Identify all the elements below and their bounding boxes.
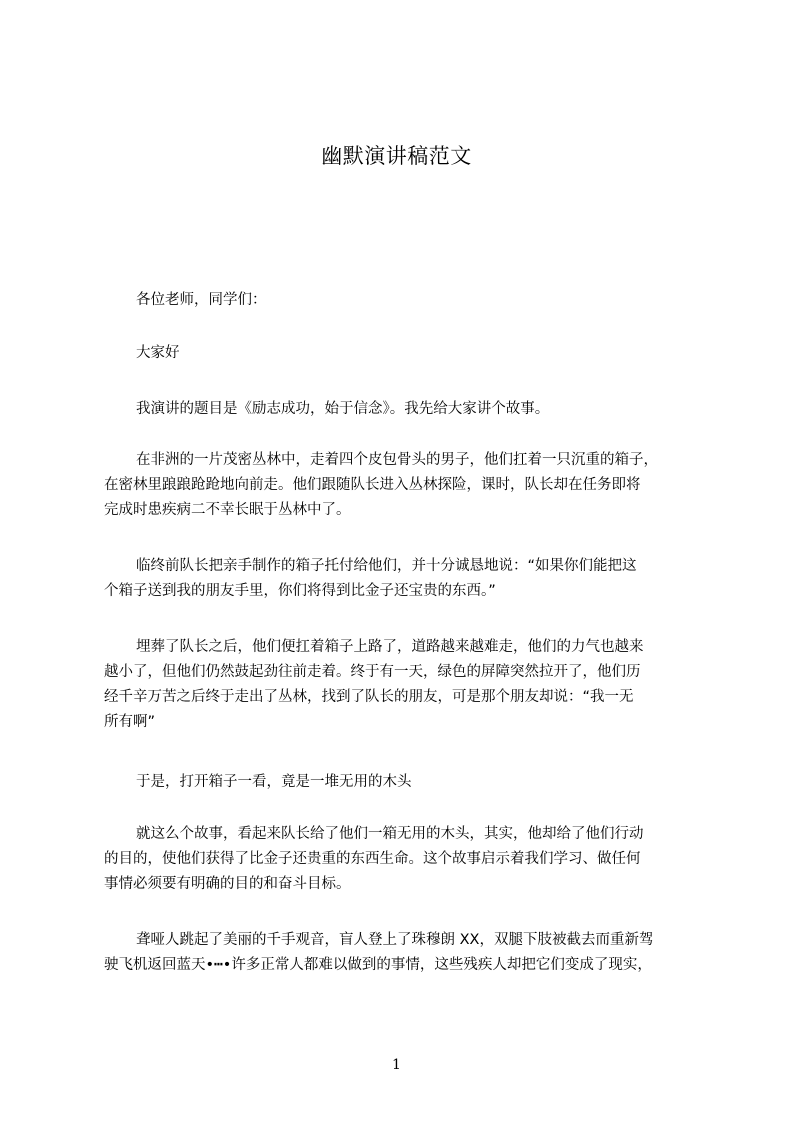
paragraph-line: 在非洲的一片茂密丛林中，走着四个皮包骨头的男子，他们扛着一只沉重的箱子， bbox=[136, 452, 658, 468]
paragraph-line: 越小了，但他们仍然鼓起劲往前走着。终于有一天，绿色的屏障突然拉开了，他们历 bbox=[104, 664, 641, 680]
paragraph-examples bbox=[104, 928, 704, 978]
paragraph-line: 所有啊” bbox=[104, 714, 156, 730]
paragraph-line: 完成时患疾病二不幸长眠于丛林中了。 bbox=[104, 502, 351, 518]
paragraph-line: 的目的，使他们获得了比金子还贵重的东西生命。这个故事启示着我们学习、做任何 bbox=[104, 851, 641, 867]
paragraph-topic bbox=[104, 397, 704, 422]
paragraph-line: 在密林里踉踉跄跄地向前走。他们跟随队长进入丛林探险，课时，队长却在任务即将 bbox=[104, 477, 641, 493]
paragraph-line: 我演讲的题目是《励志成功，始于信念》。我先给大家讲个故事。 bbox=[136, 401, 550, 417]
paragraph-line: 经千辛万苦之后终于走出了丛林，找到了队长的朋友，可是那个朋友却说：“我一无 bbox=[104, 689, 634, 705]
paragraph-story-1 bbox=[104, 448, 704, 523]
paragraph-story-4 bbox=[104, 770, 704, 795]
paragraph-greeting bbox=[104, 288, 704, 313]
paragraph-story-2 bbox=[104, 554, 704, 604]
paragraph-line: 埋葬了队长之后，他们便扛着箱子上路了，道路越来越难走，他们的力气也越来 bbox=[136, 639, 644, 655]
paragraph-line: 个箱子送到我的朋友手里，你们将得到比金子还宝贵的东西。” bbox=[104, 583, 496, 599]
paragraph-line: 各位老师，同学们： bbox=[136, 292, 267, 308]
paragraph-line: 事情必须要有明确的目的和奋斗目标。 bbox=[104, 876, 351, 892]
paragraph-line: 聋哑人跳起了美丽的千手观音，盲人登上了珠穆朗 XX，双腿下肢被截去而重新驾 bbox=[136, 932, 654, 948]
paragraph-line: 就这么个故事，看起来队长给了他们一箱无用的木头，其实，他却给了他们行动 bbox=[136, 826, 644, 842]
paragraph-line: 临终前队长把亲手制作的箱子托付给他们，并十分诚恳地说：“如果你们能把这 bbox=[136, 558, 637, 574]
document-title: 幽默演讲稿范文 bbox=[321, 144, 472, 168]
paragraph-hello bbox=[104, 341, 704, 366]
paragraph-lesson bbox=[104, 822, 704, 897]
paragraph-line: 大家好 bbox=[136, 345, 180, 361]
paragraph-line: 于是，打开箱子一看，竟是一堆无用的木头 bbox=[136, 774, 412, 790]
page-number: 1 bbox=[392, 1057, 401, 1073]
paragraph-story-3 bbox=[104, 635, 704, 735]
paragraph-line: 驶飞机返回蓝天•┅•许多正常人都难以做到的事情，这些残疾人却把它们变成了现实， bbox=[104, 957, 652, 973]
